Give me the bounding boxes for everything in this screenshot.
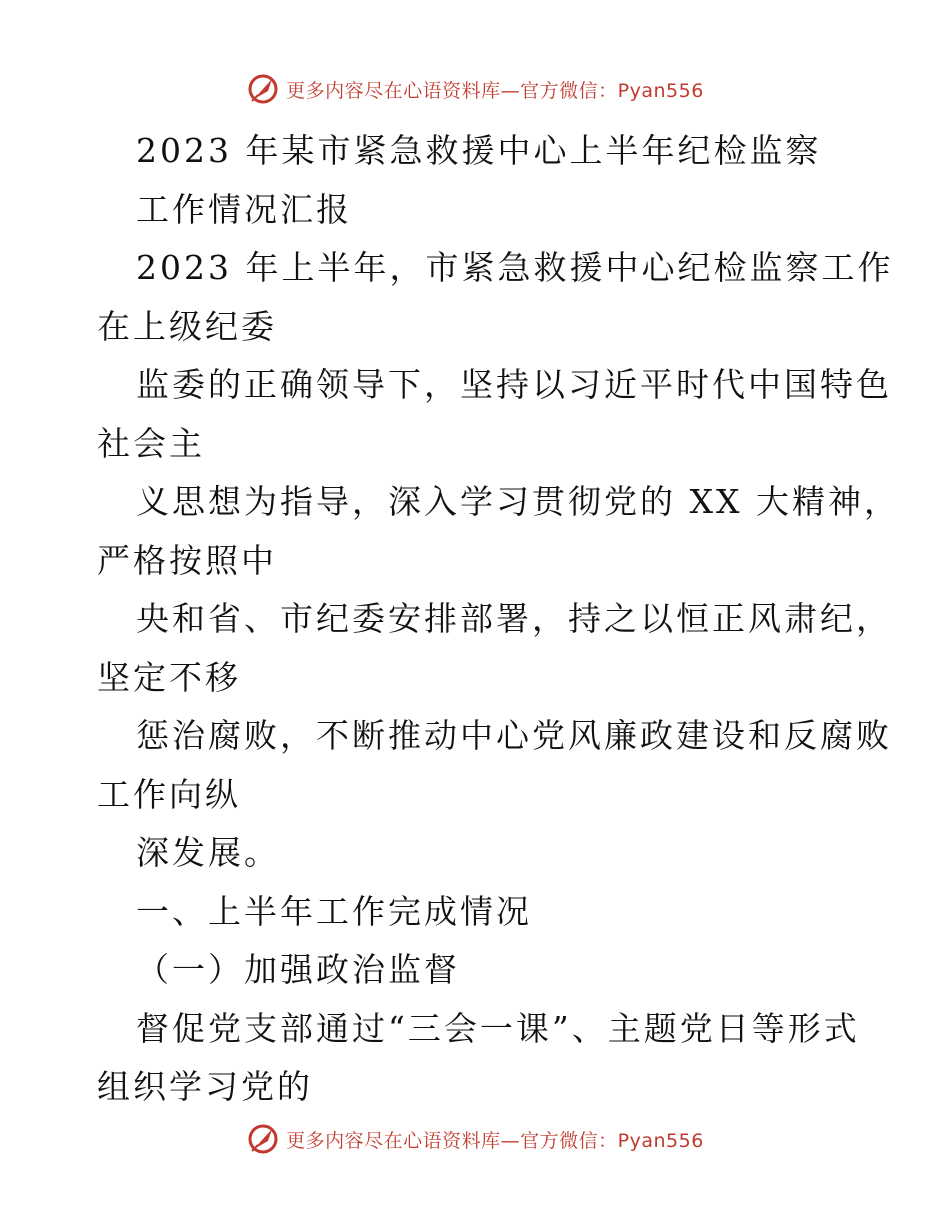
paragraph-line: 2023 年上半年，市紧急救援中心纪检监察工作: [136, 248, 894, 287]
watermark-header: [0, 72, 950, 106]
doc-title-line-1: 2023 年某市紧急救援中心上半年纪检监察: [136, 131, 822, 170]
document-body: [97, 122, 900, 1117]
paragraph-line: 督促党支部通过“三会一课”、主题党日等形式: [136, 1008, 860, 1048]
paragraph-line: 社会主: [97, 423, 205, 463]
paragraph-line: 坚定不移: [97, 657, 241, 697]
watermark-footer: [0, 1122, 950, 1156]
paragraph-line: 组织学习党的: [97, 1067, 313, 1106]
section-heading: 一、上半年工作完成情况: [136, 891, 532, 931]
watermark-text: 更多内容尽在心语资料库—官方微信：Pyan556: [286, 1129, 704, 1152]
quill-logo-icon: [246, 72, 280, 106]
paragraph-line: 监委的正确领导下，坚持以习近平时代中国特色: [136, 365, 892, 404]
paragraph-line: 在上级纪委: [97, 306, 277, 346]
paragraph-line: 严格按照中: [97, 540, 277, 580]
paragraph-line: 义思想为指导，深入学习贯彻党的 XX 大精神，: [136, 482, 900, 521]
doc-title-line-2: 工作情况汇报: [136, 189, 352, 229]
subsection-heading: （一）加强政治监督: [136, 950, 460, 989]
paragraph-line: 惩治腐败，不断推动中心党风廉政建设和反腐败: [136, 716, 892, 755]
watermark-text: 更多内容尽在心语资料库—官方微信：Pyan556: [286, 79, 704, 102]
quill-logo-icon: [246, 1122, 280, 1156]
paragraph-line: 央和省、市纪委安排部署，持之以恒正风肃纪，: [136, 599, 892, 638]
paragraph-line: 深发展。: [136, 833, 280, 872]
paragraph-line: 工作向纵: [97, 774, 241, 814]
